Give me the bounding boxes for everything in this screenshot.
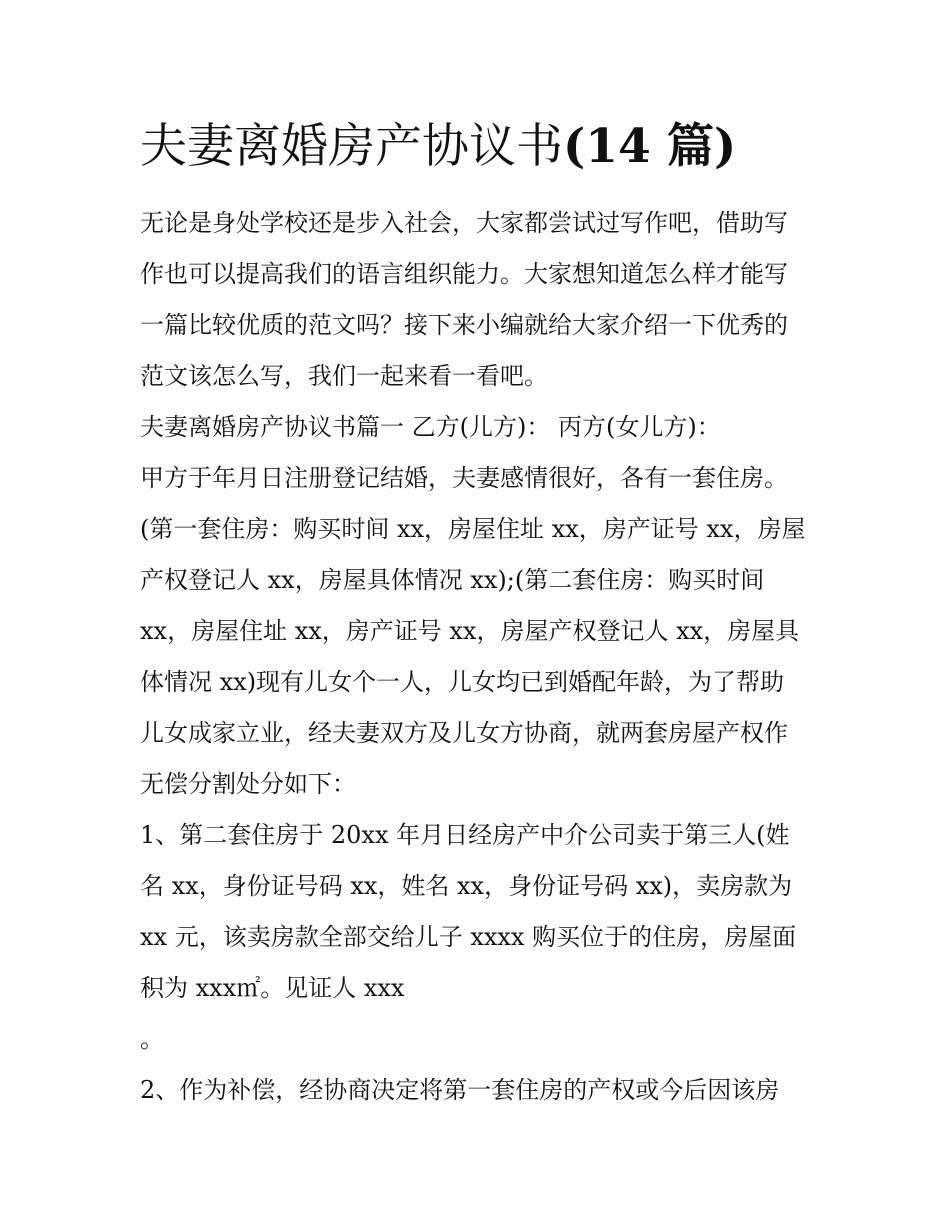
text-line: 。 <box>140 1025 164 1053</box>
text-line: (第一套住房：购买时间 xx，房屋住址 xx，房产证号 xx，房屋 <box>140 515 806 543</box>
text-line: 范文该怎么写，我们一起来看一看吧。 <box>140 362 548 390</box>
text-line: 2、作为补偿，经协商决定将第一套住房的产权或今后因该房 <box>140 1076 780 1104</box>
title-count: (14 篇) <box>563 119 737 174</box>
page-title <box>140 112 736 182</box>
text-line: xx，房屋住址 xx，房产证号 xx，房屋产权登记人 xx，房屋具 <box>140 617 800 645</box>
title-main: 夫妻离婚房产协议书 <box>140 119 563 174</box>
body-text <box>140 198 820 1116</box>
text-line: 甲方于年月日注册登记结婚，夫妻感情很好，各有一套住房。 <box>140 464 788 492</box>
text-line: 积为 xxx㎡。见证人 xxx <box>140 974 405 1002</box>
text-line: 无偿分割处分如下： <box>140 770 356 798</box>
text-line: xx 元，该卖房款全部交给儿子 xxxx 购买位于的住房，房屋面 <box>140 923 797 951</box>
section-heading-line: 夫妻离婚房产协议书篇一 乙方(儿方)： 丙方(女儿方)： <box>140 413 721 441</box>
text-line: 体情况 xx)现有儿女个一人，儿女均已到婚配年龄，为了帮助 <box>140 668 785 696</box>
text-line: 儿女成家立业，经夫妻双方及儿女方协商，就两套房屋产权作 <box>140 719 788 747</box>
text-line: 无论是身处学校还是步入社会，大家都尝试过写作吧，借助写 <box>140 209 788 237</box>
text-line: 产权登记人 xx，房屋具体情况 xx);(第二套住房：购买时间 <box>140 566 765 594</box>
text-line: 作也可以提高我们的语言组织能力。大家想知道怎么样才能写 <box>140 260 788 288</box>
text-line: 一篇比较优质的范文吗？接下来小编就给大家介绍一下优秀的 <box>140 311 788 339</box>
text-line: 名 xx，身份证号码 xx，姓名 xx，身份证号码 xx)，卖房款为 <box>140 872 793 900</box>
text-line: 1、第二套住房于 20xx 年月日经房产中介公司卖于第三人(姓 <box>140 821 790 849</box>
